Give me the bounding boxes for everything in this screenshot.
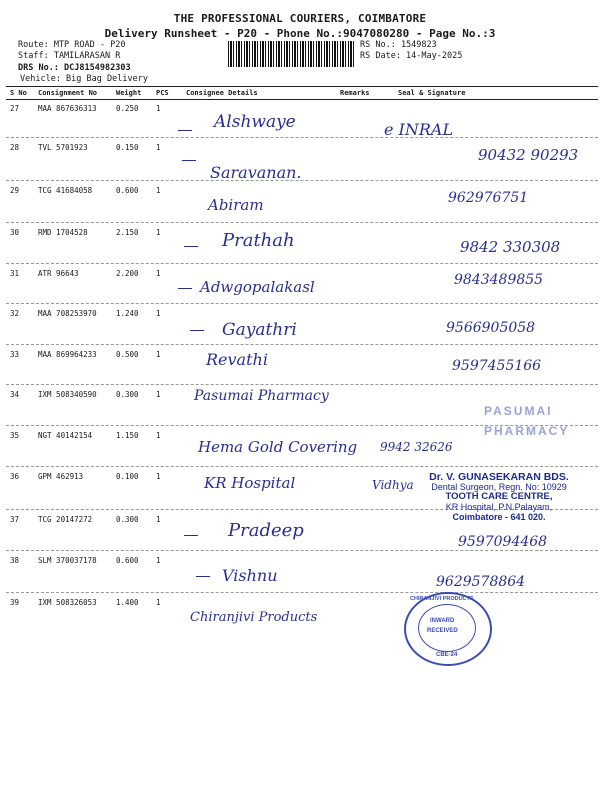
col-remarks: Remarks <box>340 89 370 97</box>
row-pcs: 1 <box>156 390 161 399</box>
row-consignment: RMD 1704528 <box>38 228 88 237</box>
seal-outer-text: CHIRANJIVI PRODUCTS <box>410 596 474 602</box>
consignee-signature: Prathah <box>222 230 295 251</box>
col-consignee: Consignee Details <box>186 89 258 97</box>
row-weight: 2.200 <box>116 269 139 278</box>
seal-inner-text: INWARD <box>430 618 455 624</box>
consignee-signature: Alshwaye <box>214 112 296 132</box>
consignee-signature: Saravanan. <box>210 163 302 182</box>
row-consignment: TVL 5701923 <box>38 143 88 152</box>
row-pcs: 1 <box>156 269 161 278</box>
table-header <box>6 86 598 100</box>
row-sno: 38 <box>10 556 20 565</box>
col-weight: Weight <box>116 89 142 97</box>
row-consignment: MAA 708253970 <box>38 309 97 318</box>
receiver-phone: 9843489855 <box>454 272 544 288</box>
consignee-signature: Pradeep <box>228 520 304 541</box>
pharmacy-stamp-line: PHARMACY <box>484 424 570 438</box>
handwritten-dash <box>184 246 198 247</box>
row-weight: 0.300 <box>116 515 139 524</box>
row-weight: 0.100 <box>116 472 139 481</box>
row-pcs: 1 <box>156 515 161 524</box>
row-sno: 32 <box>10 309 20 318</box>
consignee-signature: Gayathri <box>222 320 297 340</box>
staff-info: Staff: TAMILARASAN R <box>18 51 121 61</box>
row-consignment: GPM 462913 <box>38 472 84 481</box>
receiver-phone: 9566905058 <box>446 320 536 336</box>
col-sno: S No <box>10 89 27 97</box>
row-sno: 30 <box>10 228 20 237</box>
rs-date: RS Date: 14-May-2025 <box>360 51 463 61</box>
consignee-signature: Revathi <box>206 350 268 369</box>
row-pcs: 1 <box>156 598 161 607</box>
rs-number: RS No.: 1549823 <box>360 40 437 50</box>
vehicle-info: Vehicle: Big Bag Delivery <box>20 74 148 84</box>
row-sno: 31 <box>10 269 20 278</box>
row-pcs: 1 <box>156 431 161 440</box>
receiver-phone: 9597094468 <box>458 534 548 550</box>
row-sno: 35 <box>10 431 20 440</box>
row-weight: 0.500 <box>116 350 139 359</box>
row-sno: 33 <box>10 350 20 359</box>
consignee-signature: Pasumai Pharmacy <box>194 388 329 404</box>
row-sno: 28 <box>10 143 20 152</box>
row-consignment: TCG 20147272 <box>38 515 93 524</box>
handwritten-dash <box>182 160 196 161</box>
consignee-signature: KR Hospital <box>204 474 296 492</box>
consignee-signature: Adwgopalakasl <box>200 278 315 296</box>
receiver-phone: 90432 90293 <box>478 146 579 164</box>
row-pcs: 1 <box>156 556 161 565</box>
row-sno: 36 <box>10 472 20 481</box>
receiver-signature: e INRAL <box>384 120 454 139</box>
pharmacy-stamp <box>430 392 580 472</box>
table-row <box>6 99 598 138</box>
col-consignment: Consignment No <box>38 89 98 97</box>
row-weight: 1.400 <box>116 598 139 607</box>
row-weight: 0.300 <box>116 390 139 399</box>
row-consignment: IXM 508326053 <box>38 598 97 607</box>
page-title: THE PROFESSIONAL COURIERS, COIMBATORE <box>173 12 427 25</box>
row-sno: 27 <box>10 104 20 113</box>
row-consignment: IXM 508340590 <box>38 390 97 399</box>
seal-inner-text: RECEIVED <box>427 628 458 634</box>
doctor-stamp <box>404 472 594 522</box>
route-info: Route: MTP ROAD - P20 <box>18 40 126 50</box>
row-sno: 29 <box>10 186 20 195</box>
receiver-phone: 9842 330308 <box>460 238 561 256</box>
row-sno: 34 <box>10 390 20 399</box>
row-pcs: 1 <box>156 104 161 113</box>
row-consignment: NGT 40142154 <box>38 431 93 440</box>
receiver-phone: 9597455166 <box>452 358 542 374</box>
row-weight: 1.240 <box>116 309 139 318</box>
stamp-line: TOOTH CARE CENTRE, <box>445 491 553 502</box>
consignee-signature: Chiranjivi Products <box>190 610 318 625</box>
row-pcs: 1 <box>156 309 161 318</box>
page-subtitle: Delivery Runsheet - P20 - Phone No.:9047080280 - Page No.:3 <box>104 27 496 40</box>
row-weight: 0.600 <box>116 556 139 565</box>
consignee-signature: Abiram <box>208 196 264 214</box>
handwritten-dash <box>178 130 192 131</box>
barcode <box>228 41 354 67</box>
stamp-line: Dr. V. GUNASEKARAN BDS. <box>429 471 569 483</box>
stamp-line: Dental Surgeon, Regn. No: 10929 <box>431 482 567 492</box>
consignee-signature: Hema Gold Covering <box>198 438 358 456</box>
col-seal: Seal & Signature <box>398 89 466 97</box>
row-pcs: 1 <box>156 472 161 481</box>
receiver-phone: 9942 32626 <box>380 440 453 454</box>
row-pcs: 1 <box>156 143 161 152</box>
handwritten-dash <box>184 535 198 536</box>
row-weight: 0.150 <box>116 143 139 152</box>
row-weight: 0.600 <box>116 186 139 195</box>
row-consignment: MAA 867636313 <box>38 104 97 113</box>
seal-bottom-text: CBE-24 <box>436 652 458 658</box>
drs-number: DRS No.: DCJ8154982303 <box>18 63 131 73</box>
row-pcs: 1 <box>156 186 161 195</box>
handwritten-dash <box>190 330 204 331</box>
handwritten-dash <box>196 576 210 577</box>
receiver-signature: Vidhya <box>372 478 414 492</box>
row-weight: 1.150 <box>116 431 139 440</box>
pharmacy-stamp-line: PASUMAI <box>484 404 553 418</box>
row-sno: 37 <box>10 515 20 524</box>
row-pcs: 1 <box>156 350 161 359</box>
row-consignment: SLM 370037178 <box>38 556 97 565</box>
col-pcs: PCS <box>156 89 169 97</box>
stamp-line: Coimbatore - 641 020. <box>452 512 546 522</box>
receiver-phone: 9629578864 <box>436 574 526 590</box>
row-pcs: 1 <box>156 228 161 237</box>
row-consignment: MAA 869964233 <box>38 350 97 359</box>
row-weight: 2.150 <box>116 228 139 237</box>
row-weight: 0.250 <box>116 104 139 113</box>
row-consignment: TCG 41684058 <box>38 186 93 195</box>
row-sno: 39 <box>10 598 20 607</box>
consignee-signature: Vishnu <box>222 566 278 585</box>
handwritten-dash <box>178 288 192 289</box>
receiver-phone: 962976751 <box>448 190 529 206</box>
stamp-line: KR Hospital, P.N.Palayam, <box>445 502 553 512</box>
row-consignment: ATR 96643 <box>38 269 79 278</box>
